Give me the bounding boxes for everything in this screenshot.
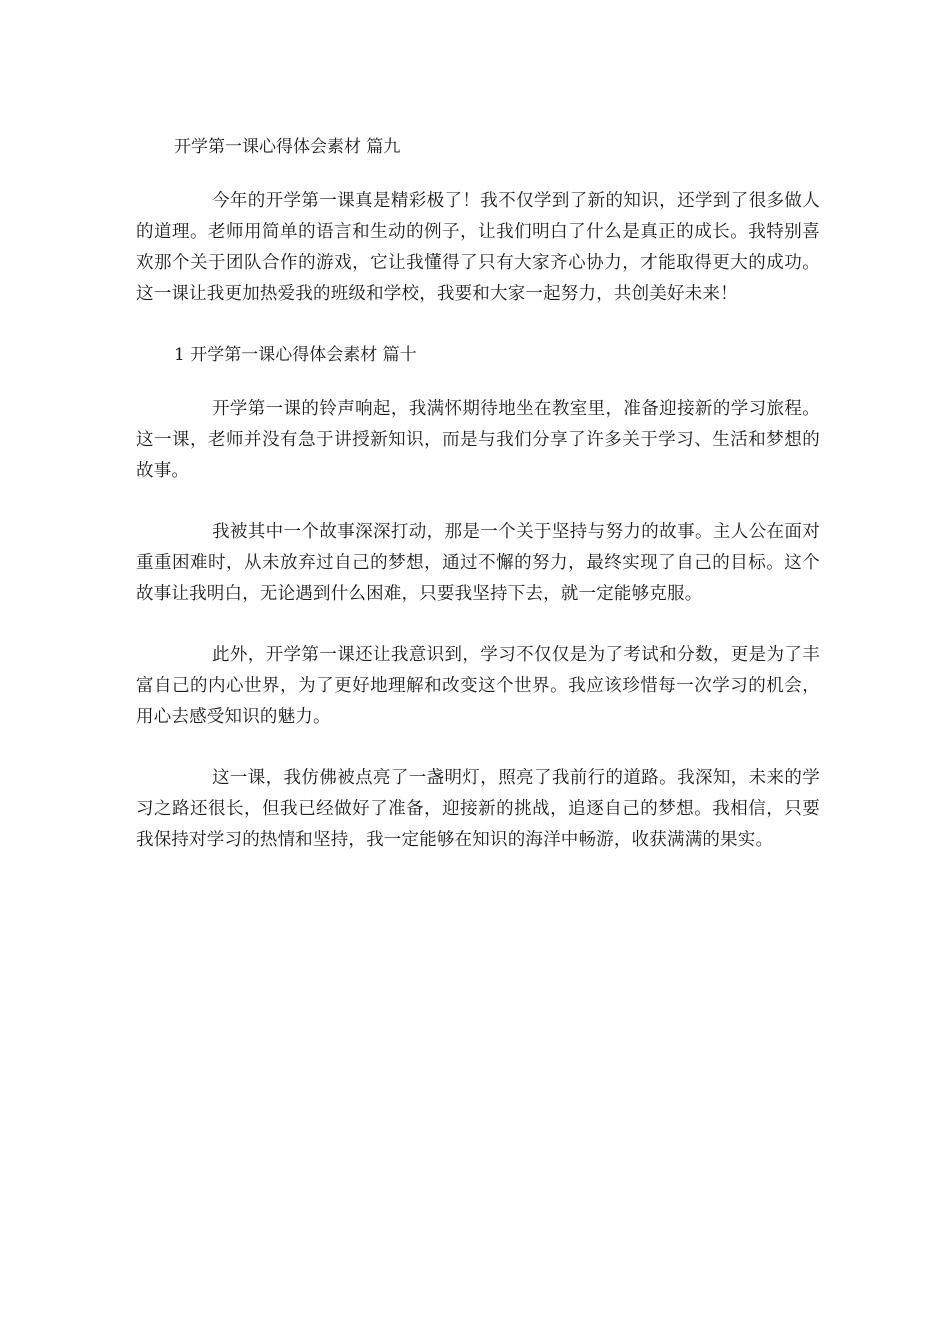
document-body <box>136 132 820 886</box>
section-9 <box>136 132 820 310</box>
paragraph: 此外，开学第一课还让我意识到，学习不仅仅是为了考试和分数，更是为了丰富自己的内心世界，为了更好地理解和改变这个世界。我应该珍惜每一次学习的机会，用心去感受知识的魅力。 <box>136 645 820 727</box>
paragraph: 这一课，我仿佛被点亮了一盏明灯，照亮了我前行的道路。我深知，未来的学习之路还很长，但我已经做好了准备，迎接新的挑战，追逐自己的梦想。我相信，只要我保持对学习的热情和坚持，我一定能够在知识的海洋中畅游，收获满满的果实。 <box>136 768 820 850</box>
paragraph: 我被其中一个故事深深打动，那是一个关于坚持与努力的故事。主人公在面对重重困难时，从未放弃过自己的梦想，通过不懈的努力，最终实现了自己的目标。这个故事让我明白，无论遇到什么困难，只要我坚持下去，就一定能够克服。 <box>136 522 820 604</box>
section-heading: 开学第一课心得体会素材 篇九 <box>174 137 401 157</box>
paragraph: 今年的开学第一课真是精彩极了！我不仅学到了新的知识，还学到了很多做人的道理。老师用简单的语言和生动的例子，让我们明白了什么是真正的成长。我特别喜欢那个关于团队合作的游戏，它让我懂得了只有大家齐心协力，才能取得更大的成功。这一课让我更加热爱我的班级和学校，我要和大家一起努力，共创美好未来！ <box>136 191 820 304</box>
paragraph: 开学第一课的铃声响起，我满怀期待地坐在教室里，准备迎接新的学习旅程。这一课，老师并没有急于讲授新知识，而是与我们分享了许多关于学习、生活和梦想的故事。 <box>136 399 820 481</box>
section-10 <box>136 340 820 856</box>
section-heading: 1 开学第一课心得体会素材 篇十 <box>174 345 417 365</box>
